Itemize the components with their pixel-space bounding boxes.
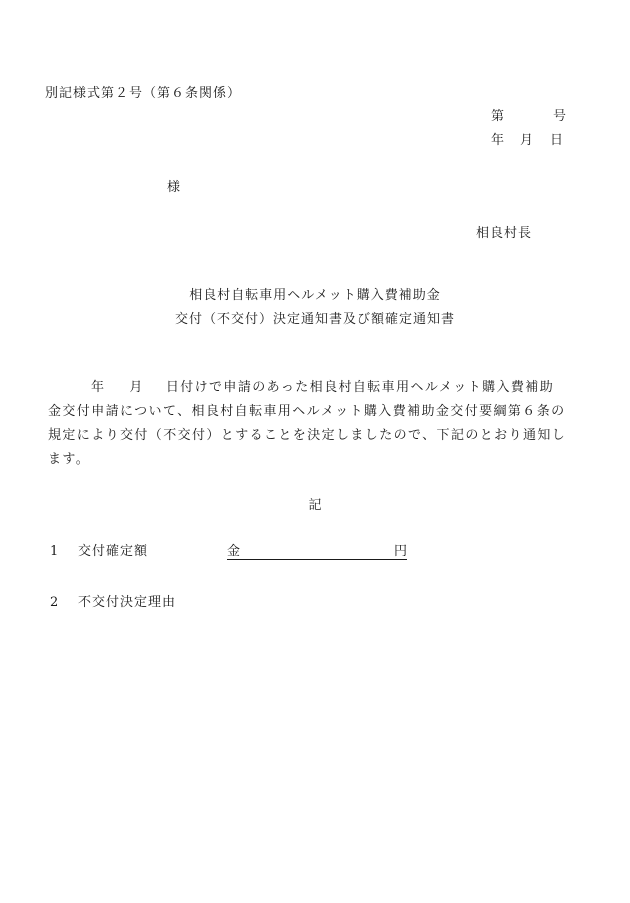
item-number-1: 1 xyxy=(50,544,59,559)
date-year-label: 年 xyxy=(491,133,505,148)
body-month-label: 月 xyxy=(129,380,144,395)
issuer-name: 相良村長 xyxy=(476,226,533,241)
body-line-1 xyxy=(48,376,588,400)
body-year-label: 年 xyxy=(91,380,106,395)
form-number: 別記様式第２号（第６条関係） xyxy=(45,86,242,101)
document-title-line-2: 交付（不交付）決定通知書及び額確定通知書 xyxy=(174,312,455,327)
body-line-4: ます。 xyxy=(48,452,91,467)
ki-heading: 記 xyxy=(308,498,322,513)
refusal-reason-label: 不交付決定理由 xyxy=(78,595,177,610)
date-day-label: 日 xyxy=(550,133,564,148)
document-title-line-1: 相良村自転車用ヘルメット購入費補助金 xyxy=(189,288,441,303)
amount-prefix: 金 xyxy=(227,544,241,559)
grant-amount-field xyxy=(227,543,407,560)
grant-amount-label: 交付確定額 xyxy=(78,544,149,559)
body-line-3: 規定により交付（不交付）とすることを決定しましたので、下記のとおり通知し xyxy=(48,428,567,443)
recipient-honorific: 様 xyxy=(167,180,181,195)
notice-body xyxy=(48,376,588,472)
body-line-2: 金交付申請について、相良村自転車用ヘルメット購入費補助金交付要綱第６条の xyxy=(48,404,566,419)
date-month-label: 月 xyxy=(520,133,534,148)
document-number-label: 第 xyxy=(491,109,505,124)
document-number-suffix: 号 xyxy=(553,109,567,124)
item-number-2: 2 xyxy=(50,595,59,610)
amount-currency-unit: 円 xyxy=(393,544,407,559)
body-line-1-text: 日付けで申請のあった相良村自転車用ヘルメット購入費補助 xyxy=(165,380,555,395)
